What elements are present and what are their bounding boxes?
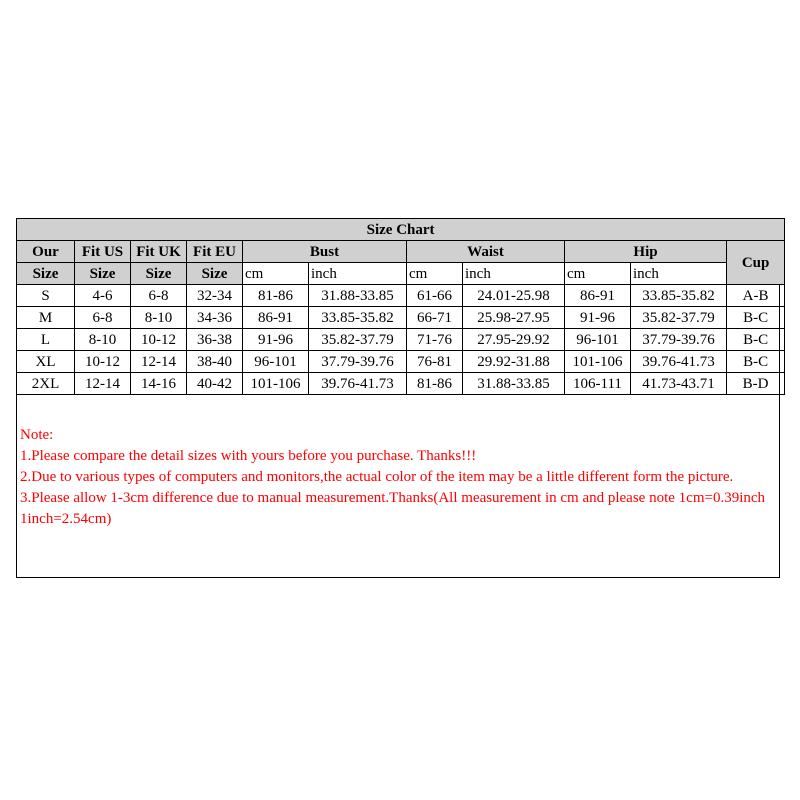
cell: 35.82-37.79 (309, 329, 407, 351)
cell: B-C (727, 351, 785, 373)
size-table (16, 218, 785, 395)
cell: 81-86 (407, 373, 463, 395)
cell: 96-101 (243, 351, 309, 373)
table-row (17, 351, 785, 373)
cell: 31.88-33.85 (309, 285, 407, 307)
header-bust-inch: inch (309, 263, 407, 285)
cell: 33.85-35.82 (309, 307, 407, 329)
cell: 12-14 (131, 351, 187, 373)
cell: 37.79-39.76 (309, 351, 407, 373)
cell: L (17, 329, 75, 351)
cell: B-C (727, 329, 785, 351)
cell: 81-86 (243, 285, 309, 307)
cell: M (17, 307, 75, 329)
cell: 8-10 (131, 307, 187, 329)
cell: 71-76 (407, 329, 463, 351)
cell: 6-8 (75, 307, 131, 329)
table-row (17, 373, 785, 395)
header-fit-uk-2: Size (131, 263, 187, 285)
header-bust: Bust (243, 241, 407, 263)
cell: 33.85-35.82 (631, 285, 727, 307)
header-fit-uk-1: Fit UK (131, 241, 187, 263)
cell: 86-91 (243, 307, 309, 329)
cell: XL (17, 351, 75, 373)
cell: 2XL (17, 373, 75, 395)
cell: 35.82-37.79 (631, 307, 727, 329)
cell: 6-8 (131, 285, 187, 307)
header-fit-us-1: Fit US (75, 241, 131, 263)
cell: 96-101 (565, 329, 631, 351)
cell: 76-81 (407, 351, 463, 373)
size-chart (16, 218, 780, 578)
cell: 91-96 (243, 329, 309, 351)
cell: 32-34 (187, 285, 243, 307)
cell: 40-42 (187, 373, 243, 395)
header-fit-eu-2: Size (187, 263, 243, 285)
header-fit-eu-1: Fit EU (187, 241, 243, 263)
header-bust-cm: cm (243, 263, 309, 285)
cell: 4-6 (75, 285, 131, 307)
cell: 106-111 (565, 373, 631, 395)
header-our-size-1: Our (17, 241, 75, 263)
header-waist-cm: cm (407, 263, 463, 285)
cell: 38-40 (187, 351, 243, 373)
cell: 14-16 (131, 373, 187, 395)
cell: 39.76-41.73 (309, 373, 407, 395)
cell: 36-38 (187, 329, 243, 351)
cell: 25.98-27.95 (463, 307, 565, 329)
table-title: Size Chart (17, 219, 785, 241)
cell: 37.79-39.76 (631, 329, 727, 351)
notes-heading: Note: (20, 427, 54, 443)
cell: 101-106 (565, 351, 631, 373)
cell: A-B (727, 285, 785, 307)
note-line-3: 3.Please allow 1-3cm difference due to manual measurement.Thanks(All measurement in cm and please note 1cm=0.39inch 1inch=2.54cm) (20, 490, 766, 527)
notes-section (20, 425, 776, 530)
cell: B-D (727, 373, 785, 395)
table-row (17, 285, 785, 307)
cell: 27.95-29.92 (463, 329, 565, 351)
cell: 41.73-43.71 (631, 373, 727, 395)
cell: 34-36 (187, 307, 243, 329)
cell: 10-12 (75, 351, 131, 373)
cell: 24.01-25.98 (463, 285, 565, 307)
header-waist: Waist (407, 241, 565, 263)
cell: 61-66 (407, 285, 463, 307)
table-row (17, 307, 785, 329)
header-waist-inch: inch (463, 263, 565, 285)
cell: 31.88-33.85 (463, 373, 565, 395)
header-hip-inch: inch (631, 263, 727, 285)
note-line-1: 1.Please compare the detail sizes with yours before you purchase. Thanks!!! (20, 448, 477, 464)
header-fit-us-2: Size (75, 263, 131, 285)
cell: 86-91 (565, 285, 631, 307)
table-row (17, 329, 785, 351)
cell: 101-106 (243, 373, 309, 395)
header-cup: Cup (727, 241, 785, 285)
cell: 12-14 (75, 373, 131, 395)
cell: 29.92-31.88 (463, 351, 565, 373)
cell: 66-71 (407, 307, 463, 329)
cell: 91-96 (565, 307, 631, 329)
cell: 8-10 (75, 329, 131, 351)
header-hip: Hip (565, 241, 727, 263)
header-our-size-2: Size (17, 263, 75, 285)
cell: B-C (727, 307, 785, 329)
cell: 10-12 (131, 329, 187, 351)
cell: S (17, 285, 75, 307)
cell: 39.76-41.73 (631, 351, 727, 373)
header-hip-cm: cm (565, 263, 631, 285)
note-line-2: 2.Due to various types of computers and monitors,the actual color of the item may be a little different form the picture. (20, 469, 734, 485)
